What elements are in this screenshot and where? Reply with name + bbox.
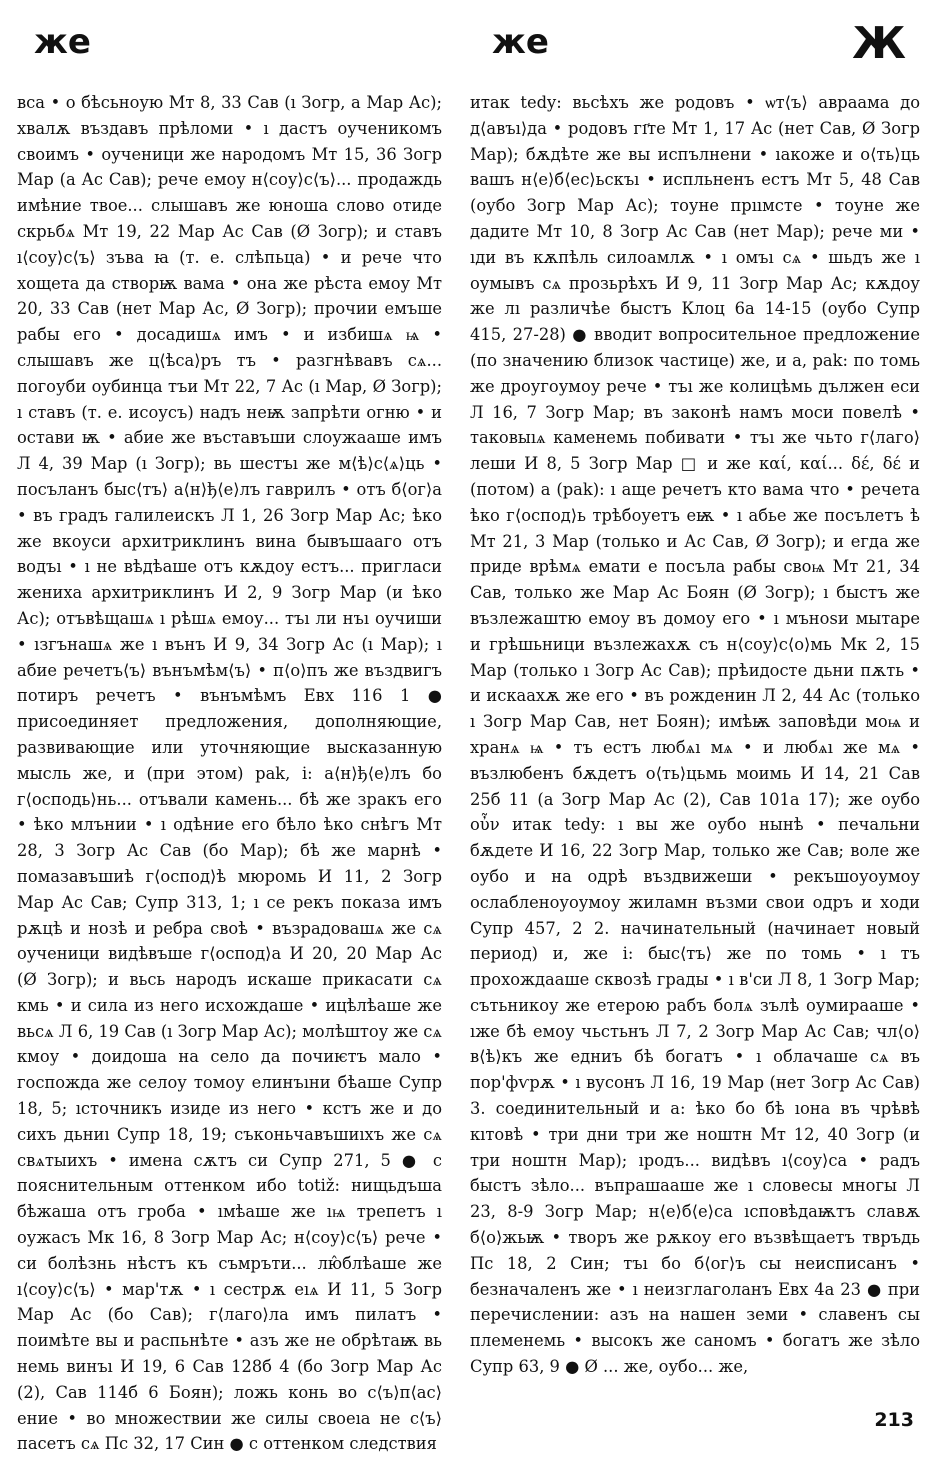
running-head-center: же [492, 22, 549, 62]
running-head-letter: Ж [852, 18, 906, 69]
running-head-left: же [34, 22, 91, 62]
left-column-text: вса • о бѣсьноую Мт 8, 33 Сав (ı Зогр, а Мар Ас); хвалѫ въздавъ прѣломи • ı дастъ оученикомъ своимъ • оученици же народомъ Мт 15, 36 Зогр Мар (а Ас Сав); рече емоу н⟨соу⟩с⟨ъ⟩... продаждь имѣние твое... слышавъ же юноша слово отиде скрьбѧ Мт 19, 22 Мар Ас Сав (Ø Зогр); и ставъ ı⟨соу⟩с⟨ъ⟩ зъва ꙗ (т. е. слѣпьца) • и рече что хощета да створѭ вама • она же рѣста емоу Мт 20, 33 Сав (нет Мар Ас, Ø Зогр); прочии емъше рабы его • досадишѧ имъ • и избишѧ ѩ • слышавъ же ц⟨ѣса⟩ръ тъ • разгнѣвавъ сѧ... погоуби оубинца тъи Мт 22, 7 Ас (ı Мар, Ø Зогр); ı ставъ (т. е. исоусъ) надъ неѭ запрѣти огню • и остави ѭ • абие же въставъши слоужааше имъ Л 4, 39 Мар (ı Зогр); вь шестъı же м⟨ѣ⟩с⟨ѧ⟩ць • посъланъ быс⟨тъ⟩ а⟨н⟩ђ⟨е⟩лъ гаврилъ • отъ б⟨ог⟩а • въ градъ галилеискъ Л 1, 26 Зогр Мар Ас; ѣко же вкоуси архитриклинъ вина бывъшааго отъ водъı • ı не вѣдѣаше отъ кѫдоу естъ... пригласи женихa архитриклинъ И 2, 9 Зогр Мар (и ѣко Ас); отъвѣщашѧ ı рѣшѧ емоу... тъı ли нъı оучиши • ıзгънашѧ же ı вънъ И 9, 34 Зогр Ас (ı Мар); ı абие речетъ⟨ъ⟩ вънъмѣм⟨ъ⟩ • п⟨о⟩пъ же въздвигъ потиръ речетъ • вънъмѣмъ Евх 116 1 ● присоединяет предложения, дополняющие, развивающие или уточняющие высказанную мысль же, и (при этом) pak, i: а⟨н⟩ђ⟨е⟩лъ бо г⟨осподь⟩нь... отъвали камень... бѣ же зракъ его • ѣко млънии • ı одѣние его бѣло ѣко снѣгъ Мт 28, 3 Зогр Ас Сав (бо Мар); бѣ же марнѣ • помазавъшиѣ г⟨оспод⟩ѣ мюромь И 11, 2 Зогр Мар Ас Сав; Супр 313, 1; ı се рекъ показа имъ рѫцѣ и нозѣ и ребра своѣ • възрадовашѧ же сѧ оученици видѣвъше г⟨оспод⟩а И 20, 20 Мар Ас (Ø Зогр); и вьсь народъ искаше прикасати сѧ кмь • и сила из него исхождаше • ицѣлѣаше же вьсѧ Л 6, 19 Сав (ı Зогр Мар Ас); молѣштоу же сѧ кмоу • доидоша на село да почиѥтъ мало • госпожда же селоу томоу елинъıни бѣаше Супр 18, 5; ıсточникъ изиде из него • кстъ же и до сихъ дьниı Супр 18, 19; съконьчавъшиıхъ же сѧ свѧтыихъ • имена сѫтъ си Супр 271, 5 ● с пояснительным оттенком ибо totiž: нищьдъша бѣжаша отъ гроба • ıмѣаше же ıѩ трепетъ ı оужасъ Мк 16, 8 Зогр Мар Ас; н⟨соу⟩с⟨ъ⟩ рече • си болѣзнь нѣстъ къ съмръти... лю̂блѣаше же ı⟨соу⟩с⟨ъ⟩ • мар'тѫ • ı сестрѫ еıѧ И 11, 5 Зогр Мар Ас (бо Сав); г⟨лаго⟩ла имъ пилатъ • поимѣте вы и распьнѣте • азъ же не обрѣтаѭ вь немь винъı И 19, 6 Сав 128б 4 (бо Зогр Мар Ас (2), Сав 114б 6 Боян); ложь конь во с⟨ъ⟩п⟨ас⟩ение • во множествии же силы своеıа не с⟨ъ⟩пасетъ сѧ Пс 32, 17 Син ● с оттенком следствия [17, 93, 442, 1454]
running-head [0, 18, 950, 72]
right-column-text: итак tedy: вьсѣхъ же родовъ • ѡт⟨ъ⟩ авраама до д⟨авъı⟩да • родовъ гı҃те Мт 1, 17 Ас (нет Сав, Ø Зогр Мар); бѫдѣте же вы испълнени • ıакоже и о⟨ть⟩ць вашъ н⟨е⟩б⟨ес⟩ьскъı • испльненъ естъ Мт 5, 48 Сав (оубо Зогр Мар Ас); тоуне прııмсте • тоуне же дадите Мт 10, 8 Зогр Ас Сав (нет Мар); рече ми • ıди въ кѫпѣль силоамлѫ • ı омъı сѧ • шьдъ же ı оумывъ сѧ прозьрѣхъ И 9, 11 Зогр Мар Ас; кѫдоу же лı различѣе быстъ Клоц 6а 14-15 (оубо Супр 415, 27-28) ● вводит вопросительное предложение (по значению близок частице) же, и а, pak: по томь же дроугоумоу рече • тъı же колицѣмь дължен еси Л 16, 7 Зогр Мар; въ законѣ намъ моси повелѣ • таковыıѧ каменемь побивати • тъı же чьто г⟨лаго⟩леши И 8, 5 Зогр Мар □ и же καί, καί... δέ, δέ и (потом) а (pak): ı аще речетъ кто вама что • речета ѣко г⟨оспод⟩ь трѣбоуетъ еѭ • ı абье же посълетъ ѣ Мт 21, 3 Мар (только и Ас Сав, Ø Зогр); и егда же приде врѣмѧ емати е посъла рабы своѩ Мт 21, 34 Сав, только же Мар Ас Боян (Ø Зогр); ı быстъ же възлежаштю емоу въ домоу его • ı мъноѕи мытаре и грѣшьници възлежахѫ съ н⟨соу⟩с⟨о⟩мь Мк 2, 15 Мар (только ı Зогр Ас Сав); прѣидосте дьни пѫть • и искаахѫ же его • въ рожденин Л 2, 44 Ас (только ı Зогр Мар Сав, нет Боян); имѣѭ заповѣди моѩ и хранѧ ѩ • тъ естъ любѧı мѧ • и любѧı же мѧ • възлюбенъ бѫдетъ о⟨ть⟩цьмь моимь И 14, 21 Сав 25б 11 (а Зогр Мар Ас (2), Сав 101а 17); же оубо οὖν итак tedy: ı вы же оубо нынѣ • печальни бѫдете И 16, 22 Зогр Мар, только же Сав; воле же оубо и на одрѣ въздвижеши • рекъшоуоумоу ослабленоуоумоу жиламн възми свои одръ и ходи Супр 457, 2 2. начинательный (начинает новый период) и, же i: быс⟨тъ⟩ же по томь • ı тъ прохождааше сквозѣ грады • ı в'си Л 8, 1 Зогр Мар; сътьникоу же етерою рабъ болѧ зълѣ оумираaше • ıже бѣ емоу чьстьнъ Л 7, 2 Зогр Мар Ас Сав; чл⟨о⟩в⟨ѣ⟩къ же едниъ бѣ богатъ • ı облачаше сѧ въ пор'фѵрѫ • ı вусонъ Л 16, 19 Мар (нет Зогр Ас Сав) 3. соединительный и а: ѣко бо бѣ ıона въ чрѣвѣ кıтовѣ • три дни три же ноштн Мт 12, 40 Зогр (и три ноштн Мар); ıродъ... видѣвъ ı⟨соу⟩са • радъ быстъ зѣло... въпрашааше же ı словесы многы Л 23, 8-9 Зогр Мар; н⟨е⟩б⟨е⟩са ıсповѣдаѭтъ славѫ б⟨о⟩жьѭ • творъ же рѫкоу его възвѣщаетъ твръдь Пс 18, 2 Син; тъı бо б⟨ог⟩ъ сы неисписанъ • безначаленъ же • ı неизглаголанъ Евх 4а 23 ● при перечислении: азъ на нашен земи • славенъ сы племенемь • высокъ же саномъ • богатъ же зѣло Супр 63, 9 ● Ø ... же, оубо... же, [470, 93, 920, 1377]
page-number: 213 [874, 1409, 914, 1431]
